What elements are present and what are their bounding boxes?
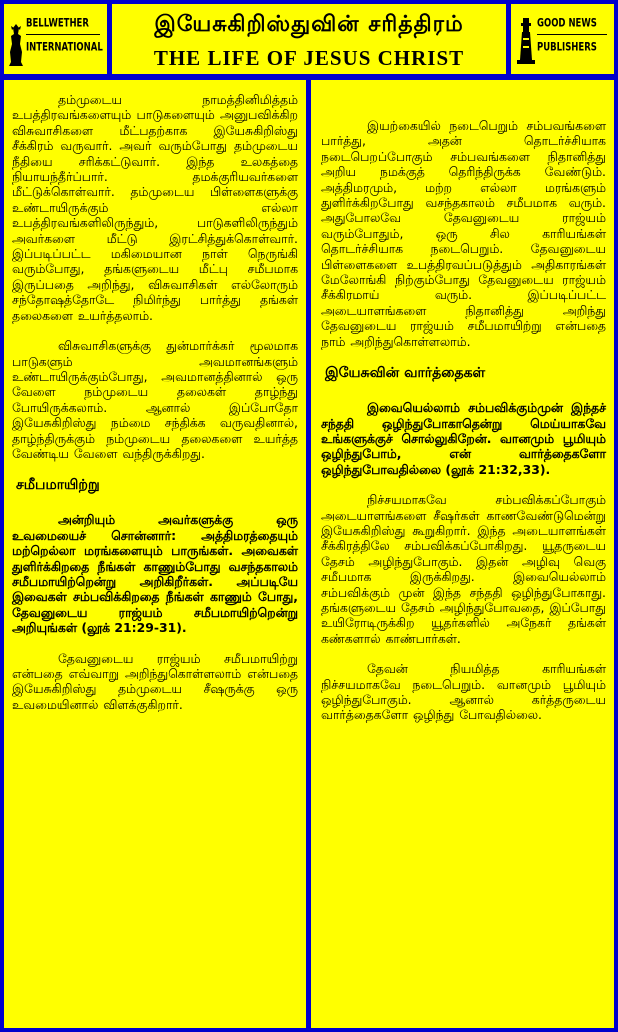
header (0, 0, 618, 76)
logo-left-divider (26, 34, 100, 35)
page-title-tamil: இயேசுகிறிஸ்துவின் சரித்திரம் (154, 12, 464, 37)
section-heading: இயேசுவின் வார்த்தைகள் (325, 365, 486, 382)
page-title-english: THE LIFE OF JESUS CHRIST (153, 46, 465, 70)
title-banner (112, 4, 506, 74)
logo-left-line2: INTERNATIONAL (26, 40, 103, 55)
logo-left-line1: BELLWETHER (26, 16, 89, 31)
logo-right-line2: PUBLISHERS (537, 40, 597, 55)
logo-right-line1: GOOD NEWS (537, 16, 597, 31)
publisher-logo-left (4, 4, 107, 74)
publisher-logo-right (511, 4, 614, 74)
body-paragraph: நிச்சயமாகவே சம்பவிக்கப்போகும் அடையாளங்களை சீஷர்கள் காணவேண்டுமென்று இயேசுகிறிஸ்து கூறுகிறார். இந்த அடையாளங்கள் சீக்கிரத்திலே சம்பவிக்கப்போகிறது. யூதருடைய தேசம் அழிந்துபோகும். இதன் அழிவு வெகு சமீபமாக இருக்கிறது. இவையெல்லாம் சம்பவிக்கும் முன் இந்த சந்ததி ஒழிந்துபோகாது. தங்களுடைய தேசம் அழிந்துபோவதை, இப்போது உயிரோடிருக்கிற யூதர்களில் அநேகர் தங்கள் கண்களால் காண்பார்கள். (321, 492, 606, 646)
section-heading: சமீபமாயிற்று (16, 477, 100, 494)
body-paragraph: தேவனுடைய ராஜ்யம் சமீபமாயிற்று என்பதை எவ்வாறு அறிந்துகொள்ளலாம் என்பதை இயேசுகிறிஸ்து தம்முடைய சீஷருக்கு ஒரு உவமையினால் விளக்குகிறார். (12, 650, 298, 712)
scripture-quote: இவையெல்லாம் சம்பவிக்கும்முன் இந்தச் சந்ததி ஒழிந்துபோகாதென்று மெய்யாகவே உங்களுக்குச் சொல்லுகிறேன். வானமும் பூமியும் ஒழிந்துபோம், என் வார்த்தைகளோ ஒழிந்துபோவதில்லை (லூக் 21:32,33). (321, 400, 606, 477)
lamb-icon (8, 22, 24, 68)
left-column (4, 80, 306, 1028)
body-paragraph: தேவன் நியமித்த காரியங்கள் நிச்சயமாகவே நடைபெறும். வானமும் பூமியும் ஒழிந்துபோகும். ஆனால் கர்த்தருடைய வார்த்தைகளோ ஒழிந்து போவதில்லை. (321, 661, 606, 723)
body-paragraph: தம்முடைய நாமத்தினிமித்தம் உபத்திரவங்களையும் பாடுகளையும் அனுபவிக்கிற விசுவாசிகளை மீட்பதற்காக இயேசுகிறிஸ்து சீக்கிரம் வருவார். அவர் வரும்போது தம்முடைய நீதியை சரிக்கட்டுவார். இந்த உலகத்தை நியாயந்தீர்ப்பார். தமக்குரியவர்களை மீட்டுக்கொள்வார். தம்முடைய பிள்ளைகளுக்கு உண்டாயிருக்கும் எல்லா உபத்திரவங்களிலிருந்தும், பாடுகளிலிருந்தும் அவர்களை மீட்டு இரட்சித்துக்கொள்வார். இப்படிப்பட்ட மகிமையான நாள் நெருங்கி வரும்போது, தங்களுடைய மீட்பு சமீபமாக இருப்பதை அறிந்து, விசுவாசிகள் எல்லோரும் சந்தோஷத்தோடே நிமிர்ந்து பார்த்து தங்கள் தலைகளை உயர்த்தலாம். (12, 92, 298, 323)
lighthouse-icon (517, 16, 535, 66)
logo-right-divider (537, 34, 607, 35)
right-column (311, 80, 614, 1028)
body-paragraph: இயற்கையில் நடைபெறும் சம்பவங்களை பார்த்து, அதன் தொடர்ச்சியாக நடைபெறப்போகும் சம்பவங்களை நிதானித்து அறிய நமக்குத் தெரிந்திருக்க வேண்டும். அத்திமரமும், மற்ற எல்லா மரங்களும் துளிர்க்கிறபோது வசந்தகாலம் சமீபமாக வரும். அதுபோலவே தேவனுடைய ராஜ்யம் வரும்போதும், ஒரு சில காரியங்கள் தொடர்ச்சியாக நடைபெறும். தேவனுடைய பிள்ளைகளை உபத்திரவப்படுத்தும் அதிகாரங்கள் மேலோங்கி நிற்கும்போது தேவனுடைய ராஜ்யம் சீக்கிரமாய் வரும். இப்படிப்பட்ட அடையாளங்களை நிதானித்து அறிந்து தேவனுடைய ராஜ்யம் சமீபமாயிற்று என்பதை நாம் அறிந்துகொள்ளலாம். (321, 118, 606, 349)
scripture-quote: அன்றியும் அவர்களுக்கு ஒரு உவமையைச் சொன்னார்: அத்திமரத்தையும் மற்றெல்லா மரங்களையும் பாருங்கள். அவைகள் துளிர்க்கிறதை நீங்கள் காணும்போது வசந்தகாலம் சமீபமாயிற்றென்று அறிகிறீர்கள். அப்படியே இவைகள் சம்பவிக்கிறதை நீங்கள் காணும் போது, தேவனுடைய ராஜ்யம் சமீபமாயிற்றென்று அறியுங்கள் (லூக் 21:29-31). (12, 512, 298, 636)
body-paragraph: விசுவாசிகளுக்கு துன்மார்க்கர் மூலமாக பாடுகளும் அவமானங்களும் உண்டாயிருக்கும்போது, அவமானத்தினால் ஒரு வேளை நம்முடைய தலைகள் தாழ்ந்து போயிருக்கலாம். ஆனால் இப்போதோ இயேசுகிறிஸ்து நம்மை சந்திக்க வருவதினால், தாழ்ந்திருக்கும் நம்முடைய தலைகளை உயர்த்த வேண்டிய வேளை வந்திருக்கிறது. (12, 338, 298, 461)
